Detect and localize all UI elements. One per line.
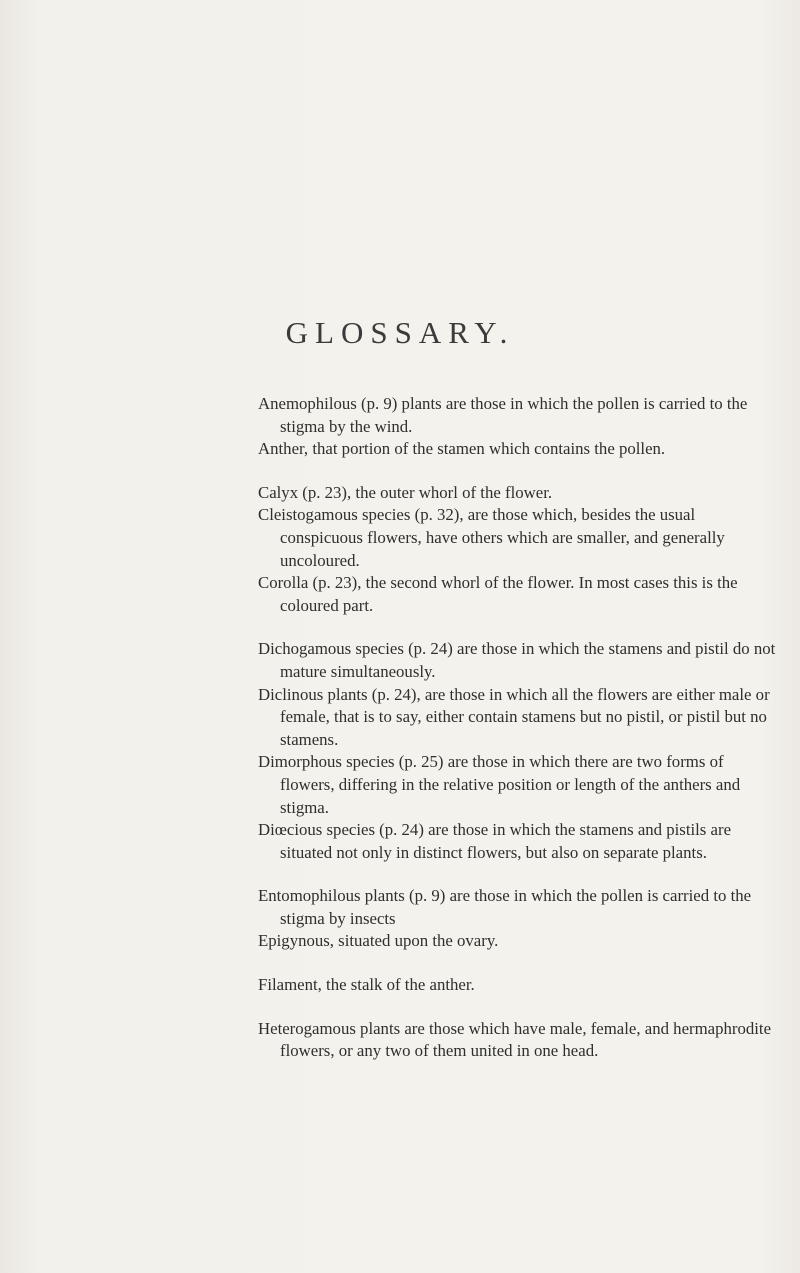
glossary-group-a (258, 393, 778, 461)
glossary-entry-anther: Anther, that portion of the stamen which contains the pollen. (258, 439, 666, 459)
glossary-group-f (258, 974, 778, 997)
glossary-entry-dioecious: Diœcious species (p. 24) are those in which the stamens and pistils are situated not only in distinct flowers, but also on separate plants. (258, 820, 732, 862)
glossary-entry-dichogamous: Dichogamous species (p. 24) are those in which the stamens and pistil do not mature simultaneously. (258, 639, 776, 681)
glossary-entry-corolla: Corolla (p. 23), the second whorl of the flower. In most cases this is the coloured part. (258, 573, 738, 615)
glossary-group-c (258, 482, 778, 618)
glossary-entries (258, 393, 778, 1063)
glossary-entry-dimorphous: Dimorphous species (p. 25) are those in which there are two forms of flowers, differing in the relative position or length of the anthers and stigma. (258, 752, 741, 817)
glossary-group-e (258, 885, 778, 953)
glossary-entry-calyx: Calyx (p. 23), the outer whorl of the flower. (258, 482, 553, 502)
glossary-group-d (258, 638, 778, 864)
glossary-entry-epigynous: Epigynous, situated upon the ovary. (258, 931, 499, 951)
glossary-entry-entomophilous: Entomophilous plants (p. 9) are those in which the pollen is carried to the stigma by insects (258, 886, 752, 928)
glossary-entry-diclinous: Diclinous plants (p. 24), are those in which all the flowers are either male or female, that is to say, either contain stamens but no pistil, or pistil but no stamens. (258, 684, 770, 749)
glossary-group-h (258, 1018, 778, 1063)
glossary-entry-cleistogamous: Cleistogamous species (p. 32), are those which, besides the usual conspicuous flowers, have others which are smaller, and generally uncoloured. (258, 505, 725, 570)
page-title: GLOSSARY. (285, 315, 515, 350)
glossary-entry-heterogamous: Heterogamous plants are those which have male, female, and hermaphrodite flowers, or any two of them united in one head. (258, 1018, 772, 1061)
glossary-entry-filament: Filament, the stalk of the anther. (258, 975, 475, 995)
glossary-entry-anemophilous: Anemophilous (p. 9) plants are those in which the pollen is carried to the stigma by the wind. (258, 394, 748, 436)
